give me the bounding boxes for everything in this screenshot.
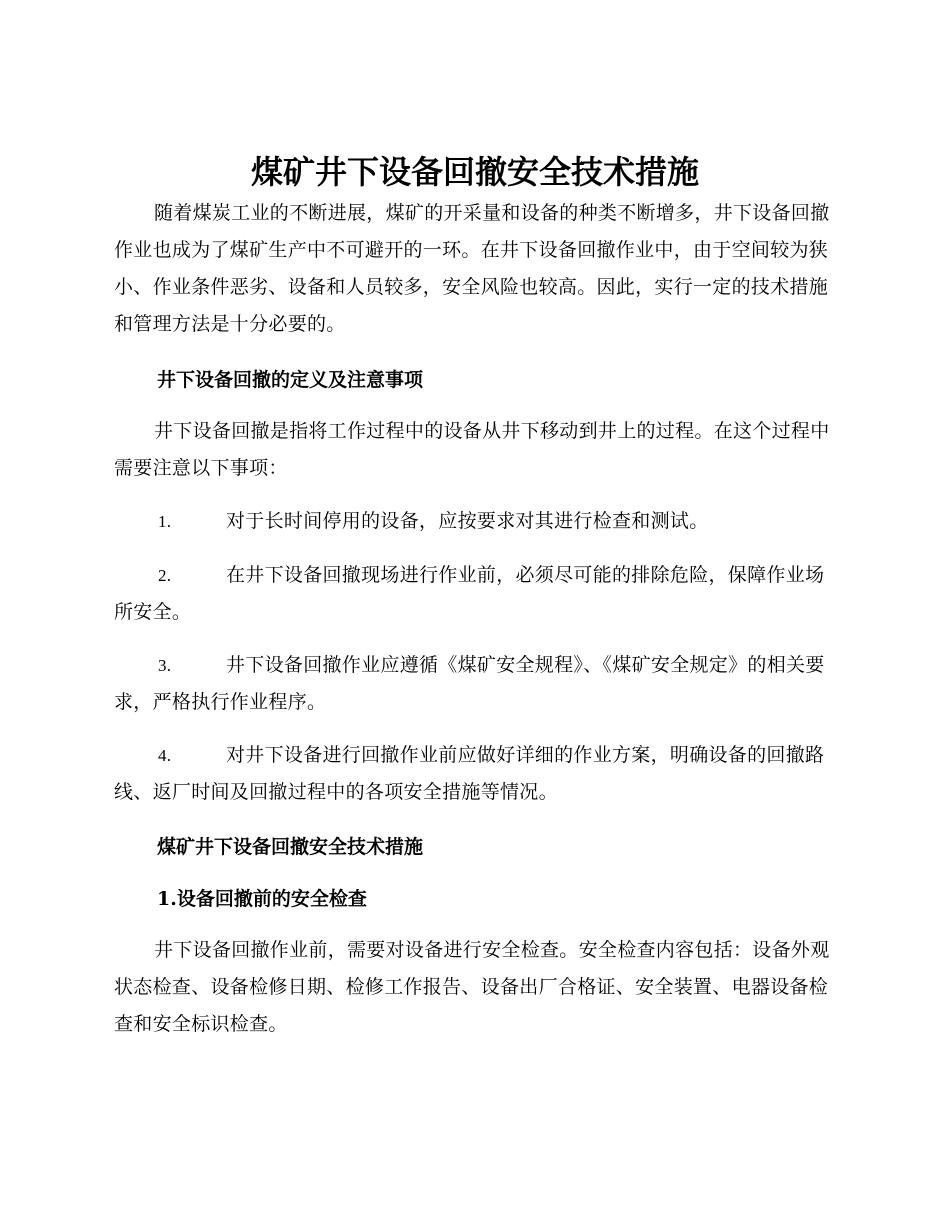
subsection-inspection-paragraph: 井下设备回撤作业前，需要对设备进行安全检查。安全检查内容包括：设备外观状态检查、设备检修日期、检修工作报告、设备出厂合格证、安全装置、电器设备检查和安全标识检查。 <box>114 939 830 1035</box>
list-item-text: 井下设备回撤作业应遵循《煤矿安全规程》、《煤矿安全规定》的相关要求，严格执行作业程序。 <box>114 654 825 713</box>
list-item <box>114 503 834 540</box>
list-item-text: 对井下设备进行回撤作业前应做好详细的作业方案，明确设备的回撤路线、返厂时间及回撤过程中的各项安全措施等情况。 <box>114 744 825 803</box>
subsection-heading-inspection: 1.设备回撤前的安全检查 <box>157 888 367 910</box>
list-item <box>114 647 834 721</box>
intro-paragraph: 随着煤炭工业的不断进展，煤矿的开采量和设备的种类不断增多，井下设备回撤作业也成为了煤矿生产中不可避开的一环。在井下设备回撤作业中，由于空间较为狭小、作业条件恶劣、设备和人员较多，安全风险也较高。因此，实行一定的技术措施和管理方法是十分必要的。 <box>114 202 830 335</box>
list-item <box>114 557 834 631</box>
section-heading-definition: 井下设备回撤的定义及注意事项 <box>157 369 424 391</box>
list-item-number: 4. <box>158 746 172 765</box>
list-item-number: 3. <box>158 656 172 675</box>
list-item-text: 对于长时间停用的设备，应按要求对其进行检查和测试。 <box>226 510 709 532</box>
section-heading-measures: 煤矿井下设备回撤安全技术措施 <box>157 836 424 858</box>
list-item-number: 1. <box>158 512 172 531</box>
document-title: 煤矿井下设备回撤安全技术措施 <box>250 153 699 191</box>
list-item <box>114 737 834 811</box>
section-definition-paragraph: 井下设备回撤是指将工作过程中的设备从井下移动到井上的过程。在这个过程中需要注意以下事项： <box>114 420 830 479</box>
list-item-text: 在井下设备回撤现场进行作业前，必须尽可能的排除危险，保障作业场所安全。 <box>114 564 825 623</box>
list-item-number: 2. <box>158 566 172 585</box>
